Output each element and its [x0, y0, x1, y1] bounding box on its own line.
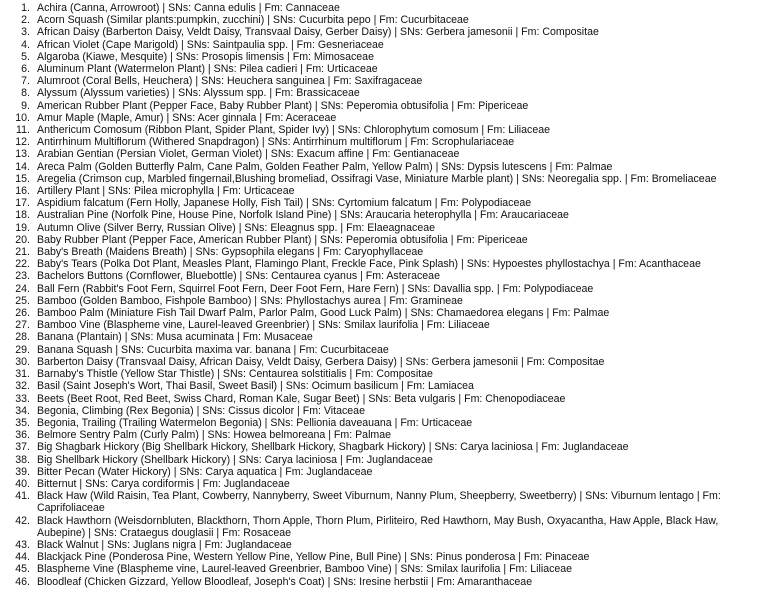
list-item-number: 2. — [21, 14, 30, 27]
list-item-number: 13. — [15, 148, 30, 161]
list-item-text: Bamboo (Golden Bamboo, Fishpole Bamboo) | SNs: Phyllostachys aurea | Fm: Gramineae — [37, 294, 463, 307]
list-item — [0, 295, 768, 307]
list-item-number: 31. — [15, 368, 30, 381]
list-item — [0, 563, 768, 575]
list-item-number: 24. — [15, 282, 30, 295]
list-item — [0, 209, 768, 221]
list-item — [0, 161, 768, 173]
list-item — [0, 246, 768, 258]
list-item — [0, 136, 768, 148]
list-item-number: 40. — [15, 477, 30, 490]
list-item — [0, 393, 768, 405]
list-item — [0, 148, 768, 160]
list-item — [0, 283, 768, 295]
list-item-text: Bitternut | SNs: Carya cordiformis | Fm: Juglandaceae — [37, 477, 290, 490]
list-item-text: Blaspheme Vine (Blaspheme vine, Laurel-leaved Greenbrier, Bamboo Vine) | SNs: Smilax laurifolia | Fm: Liliaceae — [37, 563, 573, 576]
list-item-number: 35. — [15, 416, 30, 429]
list-item-text: Alumroot (Coral Bells, Heuchera) | SNs: Heuchera sanguinea | Fm: Saxifragaceae — [37, 75, 423, 88]
list-item — [0, 454, 768, 466]
list-item-number: 11. — [16, 124, 30, 137]
list-item — [0, 466, 768, 478]
list-item-text: Achira (Canna, Arrowroot) | SNs: Canna edulis | Fm: Cannaceae — [37, 2, 340, 14]
list-item-text: Baby Rubber Plant (Pepper Face, American Rubber Plant) | SNs: Peperomia obtusifolia | Fm: Pipericeae — [37, 233, 528, 246]
list-item-number: 14. — [15, 160, 30, 173]
list-item-text: Banana (Plantain) | SNs: Musa acuminata | Fm: Musaceae — [37, 331, 313, 344]
list-item-number: 25. — [15, 294, 30, 307]
list-item — [0, 515, 768, 539]
list-item-number: 26. — [15, 307, 30, 320]
list-item-text: Blackjack Pine (Ponderosa Pine, Western Yellow Pine, Yellow Pine, Bull Pine) | SNs: Pinus ponderosa | Fm: Pinaceae — [37, 551, 590, 564]
list-item — [0, 331, 768, 343]
list-item-text: Black Walnut | SNs: Juglans nigra | Fm: Juglandaceae — [37, 538, 292, 551]
list-item — [0, 124, 768, 136]
list-item-number: 28. — [15, 331, 30, 344]
list-item — [0, 234, 768, 246]
list-item-text: Barnaby's Thistle (Yellow Star Thistle) | SNs: Centaurea solstitialis | Fm: Compositae — [37, 368, 433, 381]
list-item — [0, 417, 768, 429]
list-item-text: Bamboo Palm (Miniature Fish Tail Dwarf Palm, Parlor Palm, Good Luck Palm) | SNs: Chamaedorea elegans | Fm: Palmae — [37, 307, 610, 320]
list-item — [0, 75, 768, 87]
list-item-number: 36. — [15, 429, 30, 442]
list-item-number: 38. — [15, 453, 30, 466]
list-item — [0, 405, 768, 417]
list-item-text: Basil (Saint Joseph's Wort, Thai Basil, Sweet Basil) | SNs: Ocimum basilicum | Fm: Lamiacea — [37, 380, 474, 393]
list-item-number: 32. — [15, 380, 30, 393]
list-item-text: Australian Pine (Norfolk Pine, House Pine, Norfolk Island Pine) | SNs: Araucaria heterophylla | Fm: Araucariaceae — [37, 209, 569, 222]
list-item-number: 5. — [21, 50, 30, 63]
list-item-number: 41. — [15, 490, 30, 503]
list-item-number: 18. — [15, 209, 30, 222]
list-item-number: 42. — [15, 514, 30, 527]
list-item-text: Acorn Squash (Similar plants:pumpkin, zucchini) | SNs: Cucurbita pepo | Fm: Cucurbitaceae — [37, 14, 469, 27]
list-item-text: Beets (Beet Root, Red Beet, Swiss Chard, Roman Kale, Sugar Beet) | SNs: Beta vulgaris | Fm: Chenopodiaceae — [37, 392, 566, 405]
list-item — [0, 2, 768, 14]
list-item-text: Alyssum (Alyssum varieties) | SNs: Alyssum spp. | Fm: Brassicaceae — [37, 87, 360, 100]
list-item-number: 33. — [15, 392, 30, 405]
list-item-number: 29. — [15, 343, 30, 356]
list-item — [0, 356, 768, 368]
list-item-text: Bachelors Buttons (Cornflower, Bluebottle) | SNs: Centaurea cyanus | Fm: Asteraceae — [37, 270, 440, 283]
list-item-text: Areca Palm (Golden Butterfly Palm, Cane Palm, Golden Feather Palm, Yellow Palm) | SNs: Dypsis lutescens | Fm: Palmae — [37, 160, 613, 173]
list-item — [0, 26, 768, 38]
list-item-text: Big Shellbark Hickory (Shellbark Hickory) | SNs: Carya laciniosa | Fm: Juglandaceae — [37, 453, 433, 466]
list-item-number: 27. — [15, 319, 30, 332]
list-item-number: 44. — [15, 551, 30, 564]
list-item — [0, 39, 768, 51]
list-item — [0, 173, 768, 185]
list-item-number: 12. — [15, 136, 30, 149]
list-item — [0, 185, 768, 197]
list-item-number: 21. — [15, 246, 30, 259]
list-item-text: Banana Squash | SNs: Cucurbita maxima var. banana | Fm: Cucurbitaceae — [37, 343, 389, 356]
list-item — [0, 539, 768, 551]
list-item-number: 6. — [21, 63, 30, 76]
list-item-number: 8. — [21, 87, 30, 100]
list-item-text: Aspidium falcatum (Fern Holly, Japanese Holly, Fish Tail) | SNs: Cyrtomium falcatum | Fm: Polypodiaceae — [37, 197, 532, 210]
list-item-text: Baby's Tears (Polka Dot Plant, Measles Plant, Flamingo Plant, Freckle Face, Pink Splash) | SNs: Hypoestes phyllostachya | Fm: Acanthaceae — [37, 258, 701, 271]
list-item-number: 16. — [15, 185, 30, 198]
list-item — [0, 258, 768, 270]
list-item-text: Baby's Breath (Maidens Breath) | SNs: Gypsophila elegans | Fm: Caryophyllaceae — [37, 246, 424, 259]
list-item-text: Bloodleaf (Chicken Gizzard, Yellow Bloodleaf, Joseph's Coat) | SNs: Iresine herbstii | Fm: Amaranthaceae — [37, 575, 533, 588]
list-item-number: 46. — [15, 575, 30, 588]
list-item-number: 3. — [21, 26, 30, 39]
list-item — [0, 576, 768, 588]
list-item-text: Algaroba (Kiawe, Mesquite) | SNs: Prosopis limensis | Fm: Mimosaceae — [37, 50, 374, 63]
list-item — [0, 51, 768, 63]
list-item — [0, 478, 768, 490]
list-item-number: 45. — [15, 563, 30, 576]
list-item-text: Aregelia (Crimson cup, Marbled fingernail,Blushing bromeliad, Ossifragi Vase, Miniature Marble plant) | SNs: Neoregalia spp. | Fm: Bromeliaceae — [37, 172, 717, 185]
list-item — [0, 87, 768, 99]
list-item-text: Belmore Sentry Palm (Curly Palm) | SNs: Howea belmoreana | Fm: Palmae — [37, 429, 392, 442]
list-item-number: 34. — [15, 404, 30, 417]
list-item-text: Aluminum Plant (Watermelon Plant) | SNs: Pilea cadieri | Fm: Urticaceae — [37, 63, 378, 76]
list-item-number: 30. — [15, 355, 30, 368]
list-item — [0, 441, 768, 453]
list-item-text: African Daisy (Barberton Daisy, Veldt Daisy, Transvaal Daisy, Gerber Daisy) | SNs: Gerbera jamesonii | Fm: Compositae — [37, 26, 599, 39]
list-item — [0, 344, 768, 356]
list-item-number: 37. — [15, 441, 30, 454]
list-item — [0, 270, 768, 282]
list-item-number: 7. — [21, 75, 30, 88]
list-item — [0, 112, 768, 124]
list-item-text: Bitter Pecan (Water Hickory) | SNs: Carya aquatica | Fm: Juglandaceae — [37, 465, 373, 478]
list-item — [0, 14, 768, 26]
list-item-text: Amur Maple (Maple, Amur) | SNs: Acer ginnala | Fm: Aceraceae — [37, 111, 337, 124]
list-item-number: 17. — [15, 197, 30, 210]
list-item — [0, 429, 768, 441]
list-item-text: Artillery Plant | SNs: Pilea microphylla | Fm: Urticaceae — [37, 185, 295, 198]
list-item — [0, 368, 768, 380]
list-item-text: American Rubber Plant (Pepper Face, Baby Rubber Plant) | SNs: Peperomia obtusifolia | Fm: Pipericeae — [37, 99, 529, 112]
list-item — [0, 490, 768, 514]
list-item — [0, 380, 768, 392]
list-item — [0, 197, 768, 209]
list-item-number: 1. — [21, 2, 30, 14]
list-item — [0, 551, 768, 563]
list-item-text: Bamboo Vine (Blaspheme vine, Laurel-leaved Greenbrier) | SNs: Smilax laurifolia | Fm: Liliaceae — [37, 319, 490, 332]
list-item-text: Anthericum Comosum (Ribbon Plant, Spider Plant, Spider Ivy) | SNs: Chlorophytum comosum | Fm: Liliaceae — [37, 124, 551, 137]
list-item-text: African Violet (Cape Marigold) | SNs: Saintpaulia spp. | Fm: Gesneriaceae — [37, 38, 384, 51]
list-item — [0, 100, 768, 112]
list-item — [0, 307, 768, 319]
list-item-number: 22. — [15, 258, 30, 271]
list-item — [0, 319, 768, 331]
list-item-number: 15. — [15, 172, 30, 185]
list-item-number: 19. — [15, 221, 30, 234]
list-item-number: 20. — [15, 233, 30, 246]
list-item-text: Begonia, Trailing (Trailing Watermelon Begonia) | SNs: Pellionia daveauana | Fm: Urticaceae — [37, 416, 473, 429]
list-item-text: Begonia, Climbing (Rex Begonia) | SNs: Cissus dicolor | Fm: Vitaceae — [37, 404, 365, 417]
list-item-text: Big Shagbark Hickory (Big Shellbark Hickory, Shellbark Hickory, Shagbark Hickory) | SNs: Carya laciniosa | Fm: Juglandaceae — [37, 441, 629, 454]
list-item-text: Arabian Gentian (Persian Violet, German Violet) | SNs: Exacum affine | Fm: Gentianaceae — [37, 148, 460, 161]
list-item-text: Black Haw (Wild Raisin, Tea Plant, Cowberry, Nannyberry, Sweet Viburnum, Nanny Plum, Sheepberry, Sweetberry) | SNs: Viburnum lentago | Fm: Caprifoliaceae — [37, 490, 721, 515]
list-item-text: Ball Fern (Rabbit's Foot Fern, Squirrel Foot Fern, Deer Foot Fern, Hare Fern) | SNs: Davallia spp. | Fm: Polypodiaceae — [37, 282, 594, 295]
list-item-text: Antirrhinum Multiflorum (Withered Snapdragon) | SNs: Antirrhinum multiflorum | Fm: Scrophulariaceae — [37, 136, 515, 149]
list-item-text: Black Hawthorn (Weisdornbluten, Blackthorn, Thorn Apple, Thorn Plum, Pirliteiro, Red Hawthorn, May Bush, Oxyacantha, Haw Apple, Black Haw, Aubepine) | SNs: Crataegus douglasii | Fm: Rosaceae — [37, 514, 719, 539]
plant-list — [0, 2, 768, 588]
list-item-number: 43. — [15, 538, 30, 551]
list-item-number: 4. — [21, 38, 30, 51]
list-item-number: 10. — [15, 111, 30, 124]
list-item-text: Autumn Olive (Silver Berry, Russian Olive) | SNs: Eleagnus spp. | Fm: Elaeagnaceae — [37, 221, 436, 234]
list-item — [0, 222, 768, 234]
list-item — [0, 63, 768, 75]
list-item-number: 23. — [15, 270, 30, 283]
list-item-number: 9. — [21, 99, 30, 112]
list-item-number: 39. — [15, 465, 30, 478]
list-item-text: Barberton Daisy (Transvaal Daisy, African Daisy, Veldt Daisy, Gerbera Daisy) | SNs: Gerbera jamesonii | Fm: Compositae — [37, 355, 605, 368]
